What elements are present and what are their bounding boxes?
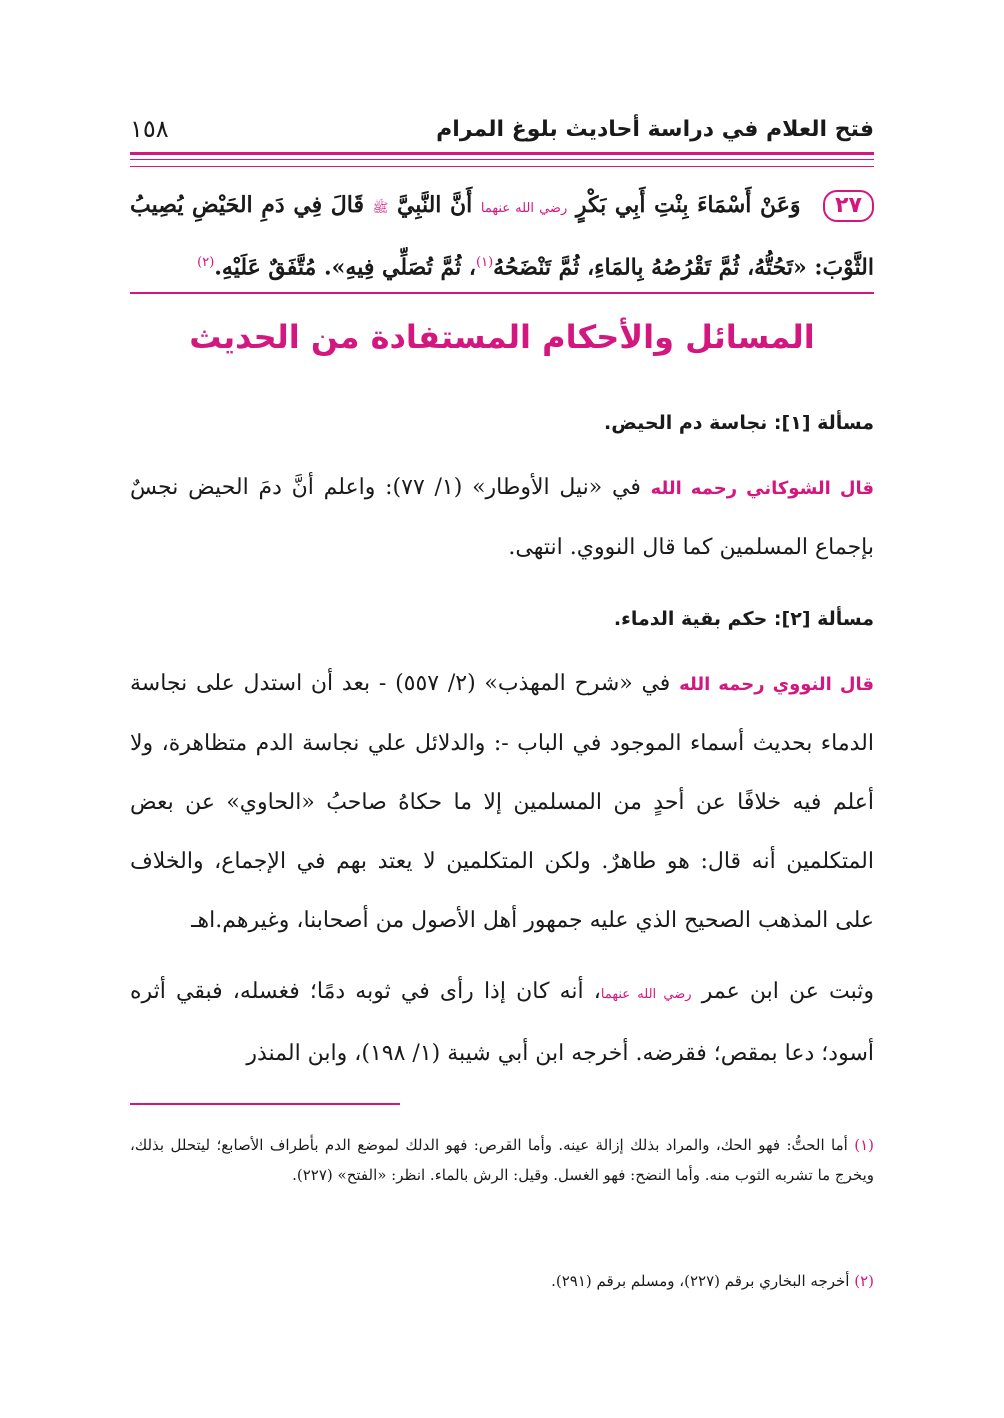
paragraph-text: في «شرح المهذب» (٢/ ٥٥٧) - بعد أن استدل على نجاسة الدماء بحديث أسماء الموجود في الباب -: والدلائل علي نجاسة الدم متظاهرة، ولا أعلم فيه خلافًا عن أحدٍ من المسلمين إلا ما حكاهُ صاحبُ «الحاوي» عن بعض المتكلمين أنه قال: هو طاهرٌ. ولكن المتكلمين لا يعتد بهم في الإجماع، والخلاف على المذهب الصحيح الذي عليه جمهور أهل الأصول من أصحابنا، وغيرهم.اهـ (130, 671, 874, 933)
hadith-segment: ، ثُمَّ تُصَلِّي فِيهِ». مُتَّفَقٌ عَلَيْهِ. (214, 254, 477, 281)
honorific: رضي الله عنهما (480, 201, 568, 216)
hadith-segment: وَعَنْ أَسْمَاءَ بِنْتِ أَبِي بَكْرٍ (575, 192, 801, 218)
footnote-number: (١) (854, 1136, 874, 1154)
hadith-rule (130, 292, 874, 294)
hadith-text (130, 178, 874, 294)
footnote (130, 1266, 874, 1296)
header-rule (130, 152, 874, 155)
header-rule (130, 159, 874, 160)
footnote-separator (130, 1103, 400, 1105)
footnote (130, 1130, 874, 1190)
footnote-number: (٢) (854, 1272, 874, 1290)
issue-heading: مسألة [١]: نجاسة دم الحيض. (603, 412, 874, 434)
section-title: المسائل والأحكام المستفادة من الحديث (189, 318, 815, 356)
footnote-ref[interactable]: (٢) (197, 255, 215, 270)
paragraph-text: في «نيل الأوطار» (١/ ٧٧): واعلم أنَّ دمَ الحيض نجسٌ بإجماع المسلمين كما قال النووي. انتهى. (130, 475, 874, 560)
honorific: رضي الله عنهما (600, 987, 692, 1002)
paragraph-text: وثبت عن ابن عمر (701, 979, 875, 1004)
running-header (130, 112, 874, 146)
hadith-segment: قَالَ فِي دَمِ الحَيْضِ يُصِيبُ الثَّوْبَ: «تَحُتُّهُ، ثُمَّ تَقْرُصُهُ بِالمَاءِ، ثُمَّ تَنْضَحُهُ (130, 192, 874, 281)
ibn-umar-paragraph (130, 962, 874, 1083)
speaker: قال الشوكاني رحمه الله (650, 478, 875, 499)
issue1-paragraph (130, 458, 874, 577)
hadith-segment: أَنَّ النَّبِيَّ (396, 192, 473, 218)
footnote-ref[interactable]: (١) (476, 255, 494, 270)
honorific: ﷺ (372, 201, 389, 216)
book-title: فتح العلام في دراسة أحاديث بلوغ المرام (436, 116, 874, 142)
page-number: ١٥٨ (130, 115, 169, 143)
header-rule (130, 166, 874, 167)
footnote-text: أما الحتُّ: فهو الحك، والمراد بذلك إزالة عينه. وأما القرص: فهو الدلك لموضع الدم بأطراف الأصابع؛ ليتحلل بذلك، ويخرج ما تشربه الثوب منه. وأما النضح: فهو الغسل. وقيل: الرش بالماء. انظر: «الفتح» (٢٢٧). (130, 1136, 874, 1184)
speaker: قال النووي رحمه الله (679, 674, 874, 695)
paragraph-text: ، أنه كان إذا رأى في ثوبه دمًا؛ فغسله، فبقي أثره أسود؛ دعا بمقص؛ فقرضه. أخرجه ابن أبي شيبة (١/ ١٩٨)، وابن المنذر (130, 979, 874, 1066)
issue2-paragraph (130, 654, 874, 950)
issue-heading: مسألة [٢]: حكم بقية الدماء. (613, 608, 874, 630)
footnote-text: أخرجه البخاري برقم (٢٢٧)، ومسلم برقم (٢٩١). (551, 1272, 850, 1290)
hadith-number-badge: ٢٧ (823, 190, 874, 222)
